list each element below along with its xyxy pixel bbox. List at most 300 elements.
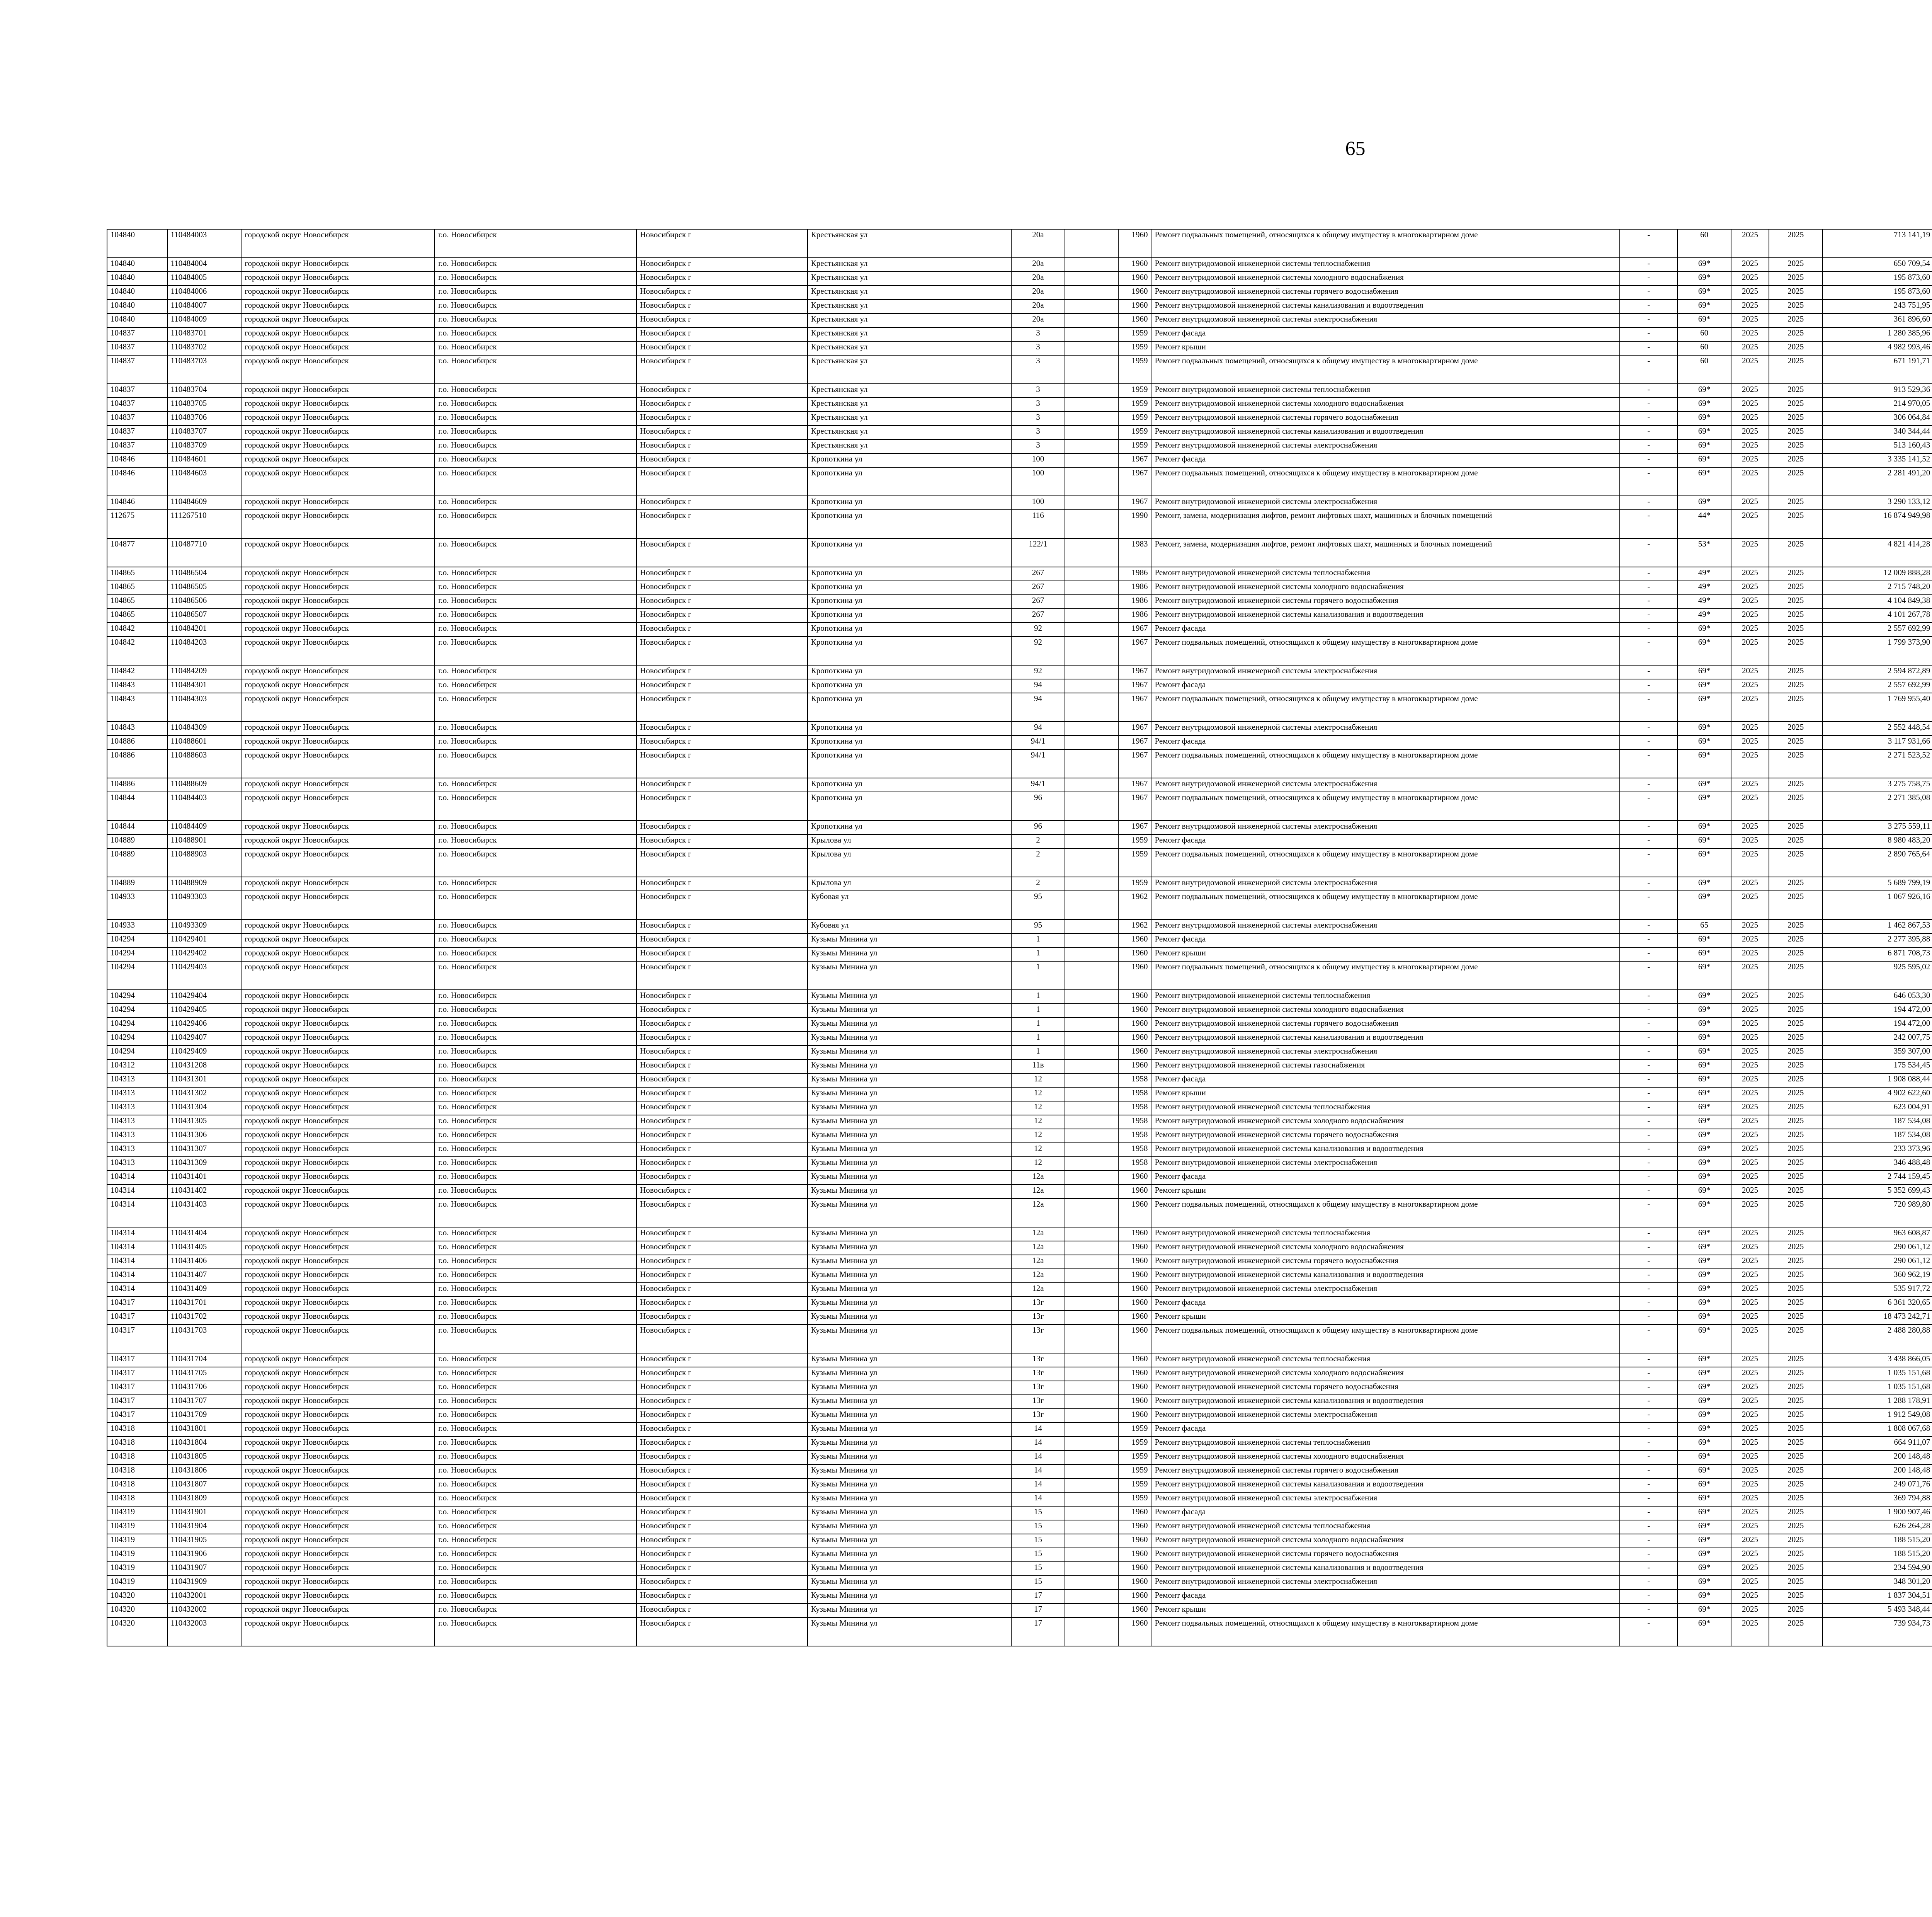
cell-wear: 69* [1677,300,1731,313]
table-row [107,735,1932,749]
cell-house-number: 17 [1011,1604,1065,1617]
cell-total-cost: 195 873,60 [1823,272,1932,286]
cell-element-id: 110486507 [167,609,242,623]
cell-house-id: 104320 [107,1617,167,1646]
cell-street: Крылова ул [808,848,1012,877]
cell-house-number: 20а [1011,258,1065,272]
cell-district: г.о. Новосибирск [435,1576,636,1590]
table-row [107,1548,1932,1562]
cell-municipality: городской округ Новосибирск [241,609,435,623]
cell-street: Кузьмы Минина ул [808,1255,1012,1269]
cell-year-built: 1959 [1118,355,1151,384]
table-row [107,426,1932,439]
cell-plan-year-end: 2025 [1769,679,1823,693]
cell-street: Кузьмы Минина ул [808,1464,1012,1478]
cell-building [1065,693,1119,722]
cell-year-built: 1959 [1118,877,1151,891]
cell-district: г.о. Новосибирск [435,439,636,453]
cell-plan-year-start: 2025 [1731,581,1769,595]
cell-house-id: 104889 [107,834,167,848]
cell-plan-year-end: 2025 [1769,1255,1823,1269]
cell-municipality: городской округ Новосибирск [241,792,435,821]
cell-work-type: Ремонт внутридомовой инженерной системы холодного водоснабжения [1151,1367,1620,1381]
cell-plan-year-start: 2025 [1731,693,1769,722]
cell-street: Кузьмы Минина ул [808,1018,1012,1032]
cell-work-type: Ремонт крыши [1151,1604,1620,1617]
cell-settlement: Новосибирск г [636,1227,807,1241]
cell-municipality: городской округ Новосибирск [241,1185,435,1199]
cell-house-id: 104317 [107,1409,167,1423]
cell-building [1065,1548,1119,1562]
cell-element-id: 110431705 [167,1367,242,1381]
cell-district: г.о. Новосибирск [435,961,636,990]
cell-plan-year-start: 2025 [1731,990,1769,1004]
cell-municipality: городской округ Новосибирск [241,1604,435,1617]
cell-building [1065,258,1119,272]
cell-settlement: Новосибирск г [636,609,807,623]
cell-total-cost: 1 035 151,68 [1823,1367,1932,1381]
cell-building [1065,1073,1119,1087]
cell-building [1065,1534,1119,1548]
cell-street: Кузьмы Минина ул [808,1325,1012,1353]
cell-street: Кузьмы Минина ул [808,1171,1012,1185]
cell-plan-year-end: 2025 [1769,581,1823,595]
table-row [107,1073,1932,1087]
cell-year-built: 1962 [1118,891,1151,919]
cell-settlement: Новосибирск г [636,384,807,398]
cell-element-id: 110432001 [167,1590,242,1604]
cell-municipality: городской округ Новосибирск [241,877,435,891]
cell-plan-year-end: 2025 [1769,272,1823,286]
cell-street: Кропоткина ул [808,749,1012,778]
cell-house-id: 104314 [107,1185,167,1199]
cell-element-id: 110431801 [167,1423,242,1437]
table-row [107,258,1932,272]
cell-house-number: 1 [1011,1045,1065,1059]
cell-plan-year-end: 2025 [1769,1073,1823,1087]
cell-unit: - [1620,1199,1677,1227]
cell-street: Кузьмы Минина ул [808,1004,1012,1018]
cell-unit: - [1620,426,1677,439]
cell-house-number: 95 [1011,919,1065,933]
cell-element-id: 110488609 [167,778,242,792]
cell-plan-year-end: 2025 [1769,749,1823,778]
cell-district: г.о. Новосибирск [435,778,636,792]
cell-year-built: 1960 [1118,1617,1151,1646]
cell-total-cost: 4 101 267,78 [1823,609,1932,623]
cell-unit: - [1620,272,1677,286]
cell-year-built: 1986 [1118,567,1151,581]
cell-total-cost: 187 534,08 [1823,1115,1932,1129]
cell-unit: - [1620,919,1677,933]
cell-wear: 69* [1677,1283,1731,1297]
cell-district: г.о. Новосибирск [435,1492,636,1506]
cell-element-id: 110431907 [167,1562,242,1576]
cell-house-id: 104840 [107,272,167,286]
cell-plan-year-start: 2025 [1731,1617,1769,1646]
cell-work-type: Ремонт внутридомовой инженерной системы горячего водоснабжения [1151,1381,1620,1395]
cell-total-cost: 188 515,20 [1823,1548,1932,1562]
cell-district: г.о. Новосибирск [435,1423,636,1437]
cell-municipality: городской округ Новосибирск [241,286,435,300]
cell-plan-year-start: 2025 [1731,1171,1769,1185]
cell-year-built: 1960 [1118,1534,1151,1548]
cell-building [1065,623,1119,637]
cell-district: г.о. Новосибирск [435,496,636,510]
cell-plan-year-start: 2025 [1731,722,1769,735]
cell-plan-year-end: 2025 [1769,1534,1823,1548]
cell-district: г.о. Новосибирск [435,1437,636,1451]
cell-house-id: 104842 [107,637,167,665]
cell-wear: 69* [1677,1143,1731,1157]
cell-house-number: 3 [1011,384,1065,398]
cell-district: г.о. Новосибирск [435,258,636,272]
cell-municipality: городской округ Новосибирск [241,778,435,792]
cell-plan-year-start: 2025 [1731,1185,1769,1199]
cell-total-cost: 3 275 559,11 [1823,821,1932,834]
cell-district: г.о. Новосибирск [435,722,636,735]
cell-municipality: городской округ Новосибирск [241,595,435,609]
cell-settlement: Новосибирск г [636,1464,807,1478]
cell-unit: - [1620,1437,1677,1451]
cell-street: Кузьмы Минина ул [808,1311,1012,1325]
cell-house-id: 104846 [107,467,167,496]
cell-year-built: 1960 [1118,1045,1151,1059]
cell-house-id: 104314 [107,1199,167,1227]
cell-unit: - [1620,384,1677,398]
table-row [107,1576,1932,1590]
cell-street: Кузьмы Минина ул [808,933,1012,947]
cell-building [1065,355,1119,384]
cell-house-id: 104933 [107,891,167,919]
cell-settlement: Новосибирск г [636,1548,807,1562]
cell-work-type: Ремонт подвальных помещений, относящихся к общему имуществу в многоквартирном доме [1151,1199,1620,1227]
cell-house-id: 104317 [107,1325,167,1353]
cell-element-id: 110431804 [167,1437,242,1451]
cell-settlement: Новосибирск г [636,1059,807,1073]
cell-settlement: Новосибирск г [636,1534,807,1548]
cell-year-built: 1960 [1118,1576,1151,1590]
cell-element-id: 110429409 [167,1045,242,1059]
cell-unit: - [1620,595,1677,609]
table-row [107,792,1932,821]
cell-municipality: городской округ Новосибирск [241,300,435,313]
cell-house-number: 3 [1011,327,1065,341]
cell-year-built: 1959 [1118,834,1151,848]
cell-plan-year-end: 2025 [1769,1562,1823,1576]
cell-total-cost: 175 534,45 [1823,1059,1932,1073]
cell-unit: - [1620,722,1677,735]
cell-work-type: Ремонт фасада [1151,623,1620,637]
cell-year-built: 1960 [1118,1604,1151,1617]
cell-year-built: 1960 [1118,933,1151,947]
cell-street: Крылова ул [808,834,1012,848]
cell-building [1065,1269,1119,1283]
cell-work-type: Ремонт крыши [1151,1087,1620,1101]
cell-total-cost: 2 557 692,99 [1823,679,1932,693]
cell-house-id: 104886 [107,749,167,778]
cell-district: г.о. Новосибирск [435,581,636,595]
cell-total-cost: 12 009 888,28 [1823,567,1932,581]
cell-house-id: 104865 [107,567,167,581]
cell-plan-year-start: 2025 [1731,609,1769,623]
cell-plan-year-end: 2025 [1769,722,1823,735]
cell-element-id: 110484203 [167,637,242,665]
table-row [107,1311,1932,1325]
cell-building [1065,1395,1119,1409]
cell-street: Кропоткина ул [808,609,1012,623]
cell-street: Крестьянская ул [808,258,1012,272]
cell-wear: 69* [1677,665,1731,679]
cell-house-number: 3 [1011,398,1065,412]
cell-street: Кузьмы Минина ул [808,1353,1012,1367]
cell-work-type: Ремонт внутридомовой инженерной системы канализования и водоотведения [1151,1478,1620,1492]
cell-year-built: 1959 [1118,426,1151,439]
cell-element-id: 110484603 [167,467,242,496]
cell-district: г.о. Новосибирск [435,1087,636,1101]
table-row [107,693,1932,722]
cell-building [1065,679,1119,693]
cell-work-type: Ремонт внутридомовой инженерной системы электроснабжения [1151,1157,1620,1171]
cell-settlement: Новосибирск г [636,1004,807,1018]
cell-building [1065,1241,1119,1255]
cell-wear: 69* [1677,384,1731,398]
cell-plan-year-start: 2025 [1731,749,1769,778]
cell-year-built: 1986 [1118,609,1151,623]
cell-plan-year-end: 2025 [1769,1115,1823,1129]
cell-unit: - [1620,834,1677,848]
cell-work-type: Ремонт фасада [1151,1506,1620,1520]
cell-wear: 60 [1677,229,1731,258]
cell-building [1065,272,1119,286]
cell-house-id: 104840 [107,258,167,272]
cell-wear: 69* [1677,1227,1731,1241]
cell-building [1065,891,1119,919]
cell-work-type: Ремонт внутридомовой инженерной системы горячего водоснабжения [1151,1464,1620,1478]
cell-district: г.о. Новосибирск [435,877,636,891]
cell-settlement: Новосибирск г [636,1255,807,1269]
cell-total-cost: 720 989,80 [1823,1199,1932,1227]
cell-house-number: 3 [1011,412,1065,426]
cell-work-type: Ремонт внутридомовой инженерной системы холодного водоснабжения [1151,1451,1620,1464]
cell-street: Кропоткина ул [808,722,1012,735]
cell-street: Крестьянская ул [808,272,1012,286]
cell-total-cost: 1 067 926,16 [1823,891,1932,919]
cell-plan-year-start: 2025 [1731,412,1769,426]
cell-year-built: 1967 [1118,722,1151,735]
cell-year-built: 1960 [1118,1283,1151,1297]
cell-house-number: 12 [1011,1115,1065,1129]
cell-unit: - [1620,229,1677,258]
cell-plan-year-start: 2025 [1731,821,1769,834]
cell-street: Крестьянская ул [808,426,1012,439]
cell-element-id: 110488601 [167,735,242,749]
cell-building [1065,595,1119,609]
table-row [107,313,1932,327]
cell-district: г.о. Новосибирск [435,1199,636,1227]
cell-municipality: городской округ Новосибирск [241,1520,435,1534]
cell-settlement: Новосибирск г [636,1241,807,1255]
cell-total-cost: 623 004,91 [1823,1101,1932,1115]
cell-street: Крестьянская ул [808,313,1012,327]
cell-work-type: Ремонт внутридомовой инженерной системы электроснабжения [1151,665,1620,679]
cell-total-cost: 290 061,12 [1823,1255,1932,1269]
cell-plan-year-end: 2025 [1769,1395,1823,1409]
cell-unit: - [1620,1087,1677,1101]
cell-municipality: городской округ Новосибирск [241,891,435,919]
cell-total-cost: 200 148,48 [1823,1451,1932,1464]
cell-unit: - [1620,1325,1677,1353]
cell-total-cost: 214 970,05 [1823,398,1932,412]
cell-wear: 69* [1677,1115,1731,1129]
cell-total-cost: 195 873,60 [1823,286,1932,300]
cell-settlement: Новосибирск г [636,848,807,877]
cell-district: г.о. Новосибирск [435,1073,636,1087]
cell-district: г.о. Новосибирск [435,679,636,693]
cell-plan-year-start: 2025 [1731,1520,1769,1534]
cell-element-id: 110431304 [167,1101,242,1115]
cell-municipality: городской округ Новосибирск [241,1143,435,1157]
cell-plan-year-end: 2025 [1769,877,1823,891]
cell-work-type: Ремонт внутридомовой инженерной системы холодного водоснабжения [1151,1115,1620,1129]
cell-total-cost: 306 064,84 [1823,412,1932,426]
cell-element-id: 110431707 [167,1395,242,1409]
cell-settlement: Новосибирск г [636,821,807,834]
cell-wear: 69* [1677,1353,1731,1367]
cell-year-built: 1967 [1118,467,1151,496]
cell-plan-year-end: 2025 [1769,300,1823,313]
cell-wear: 69* [1677,933,1731,947]
cell-house-id: 104840 [107,300,167,313]
cell-work-type: Ремонт внутридомовой инженерной системы теплоснабжения [1151,567,1620,581]
cell-settlement: Новосибирск г [636,1604,807,1617]
cell-building [1065,1617,1119,1646]
cell-total-cost: 1 288 178,91 [1823,1395,1932,1409]
cell-element-id: 110429402 [167,947,242,961]
cell-element-id: 110483707 [167,426,242,439]
cell-street: Кузьмы Минина ул [808,1241,1012,1255]
cell-plan-year-end: 2025 [1769,637,1823,665]
cell-element-id: 110431302 [167,1087,242,1101]
cell-wear: 69* [1677,1617,1731,1646]
cell-plan-year-start: 2025 [1731,1073,1769,1087]
cell-plan-year-end: 2025 [1769,595,1823,609]
cell-plan-year-start: 2025 [1731,1297,1769,1311]
cell-unit: - [1620,1283,1677,1297]
cell-unit: - [1620,327,1677,341]
cell-unit: - [1620,467,1677,496]
cell-wear: 69* [1677,1423,1731,1437]
cell-house-id: 104319 [107,1562,167,1576]
cell-house-id: 104319 [107,1548,167,1562]
cell-year-built: 1960 [1118,947,1151,961]
cell-work-type: Ремонт внутридомовой инженерной системы горячего водоснабжения [1151,1129,1620,1143]
cell-work-type: Ремонт внутридомовой инженерной системы теплоснабжения [1151,258,1620,272]
cell-element-id: 110431702 [167,1311,242,1325]
cell-house-number: 12а [1011,1269,1065,1283]
cell-district: г.о. Новосибирск [435,300,636,313]
cell-element-id: 111267510 [167,510,242,538]
cell-element-id: 110429401 [167,933,242,947]
cell-plan-year-start: 2025 [1731,1506,1769,1520]
cell-municipality: городской округ Новосибирск [241,538,435,567]
cell-plan-year-end: 2025 [1769,229,1823,258]
cell-year-built: 1959 [1118,1423,1151,1437]
cell-house-id: 104318 [107,1478,167,1492]
cell-plan-year-start: 2025 [1731,1604,1769,1617]
cell-district: г.о. Новосибирск [435,1297,636,1311]
cell-year-built: 1960 [1118,1227,1151,1241]
cell-municipality: городской округ Новосибирск [241,665,435,679]
cell-wear: 69* [1677,735,1731,749]
cell-settlement: Новосибирск г [636,792,807,821]
cell-house-id: 104294 [107,1018,167,1032]
cell-total-cost: 2 271 523,52 [1823,749,1932,778]
table-row [107,1437,1932,1451]
cell-municipality: городской округ Новосибирск [241,834,435,848]
cell-plan-year-end: 2025 [1769,1576,1823,1590]
cell-building [1065,510,1119,538]
cell-year-built: 1967 [1118,792,1151,821]
cell-plan-year-start: 2025 [1731,1423,1769,1437]
cell-municipality: городской округ Новосибирск [241,467,435,496]
cell-house-id: 104294 [107,961,167,990]
cell-unit: - [1620,1492,1677,1506]
cell-work-type: Ремонт подвальных помещений, относящихся к общему имуществу в многоквартирном доме [1151,961,1620,990]
table-row [107,665,1932,679]
cell-house-id: 104320 [107,1604,167,1617]
cell-building [1065,637,1119,665]
cell-element-id: 110483702 [167,341,242,355]
cell-street: Кузьмы Минина ул [808,1199,1012,1227]
cell-building [1065,1185,1119,1199]
cell-wear: 53* [1677,538,1731,567]
cell-plan-year-start: 2025 [1731,1018,1769,1032]
cell-wear: 69* [1677,1520,1731,1534]
cell-municipality: городской округ Новосибирск [241,637,435,665]
cell-building [1065,1129,1119,1143]
cell-building [1065,1227,1119,1241]
cell-element-id: 110484004 [167,258,242,272]
cell-municipality: городской округ Новосибирск [241,821,435,834]
cell-plan-year-start: 2025 [1731,1325,1769,1353]
cell-wear: 69* [1677,1562,1731,1576]
cell-house-id: 104320 [107,1590,167,1604]
cell-building [1065,1157,1119,1171]
cell-building [1065,1171,1119,1185]
cell-wear: 69* [1677,623,1731,637]
table-row [107,384,1932,398]
cell-house-id: 104318 [107,1423,167,1437]
cell-wear: 69* [1677,1297,1731,1311]
cell-house-id: 104294 [107,933,167,947]
cell-element-id: 110484201 [167,623,242,637]
cell-plan-year-end: 2025 [1769,426,1823,439]
cell-year-built: 1983 [1118,538,1151,567]
cell-district: г.о. Новосибирск [435,1325,636,1353]
cell-building [1065,1283,1119,1297]
table-row [107,722,1932,735]
cell-district: г.о. Новосибирск [435,749,636,778]
cell-house-number: 267 [1011,567,1065,581]
cell-building [1065,1045,1119,1059]
cell-settlement: Новосибирск г [636,595,807,609]
cell-unit: - [1620,1171,1677,1185]
cell-wear: 69* [1677,426,1731,439]
cell-year-built: 1960 [1118,1199,1151,1227]
table-row [107,1004,1932,1018]
cell-wear: 69* [1677,1604,1731,1617]
